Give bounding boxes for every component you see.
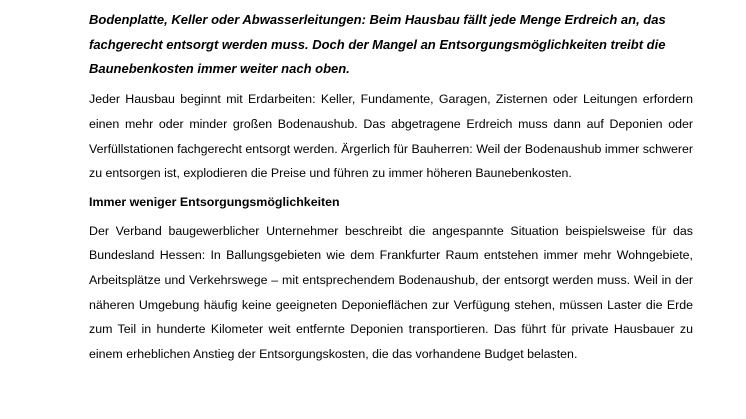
lead-paragraph: Bodenplatte, Keller oder Abwasserleitungen: Beim Hausbau fällt jede Menge Erdreich an, das fachgerecht entsorgt werden muss. Doch der Mangel an Entsorgungsmöglichkeiten treibt die Baunebenkosten immer weiter nach oben. — [89, 12, 666, 77]
document-page — [89, 8, 693, 371]
body-paragraph-2: Der Verband baugewerblicher Unternehmer beschreibt die angespannte Situation beispielsweise für das Bundesland Hessen: In Ballungsgebieten wie dem Frankfurter Raum entstehen immer mehr Wohngebiete, Arbeitsplätze und Verkehrswege – mit entsprechendem Bodenaushub, der entsorgt werden muss. Weil in der näheren Umgebung häufig keine geeigneten Deponieflächen zur Verfügung stehen, müssen Laster die Erde zum Teil in hunderte Kilometer weit entfernte Deponien transportieren. Das führt für private Hausbauer zu einem erheblichen Anstieg der Entsorgungskosten, die das vorhandene Budget belasten. — [89, 223, 693, 362]
body-paragraph-1: Jeder Hausbau beginnt mit Erdarbeiten: Keller, Fundamente, Garagen, Zisternen oder Leitungen erfordern einen mehr oder minder großen Bodenaushub. Das abgetragene Erdreich muss dann auf Deponien oder Verfüllstationen fachgerecht entsorgt werden. Ärgerlich für Bauherren: Weil der Bodenaushub immer schwerer zu entsorgen ist, explodieren die Preise und führen zu immer höheren Baunebenkosten. — [89, 92, 693, 181]
section-heading: Immer weniger Entsorgungsmöglichkeiten — [89, 194, 340, 209]
